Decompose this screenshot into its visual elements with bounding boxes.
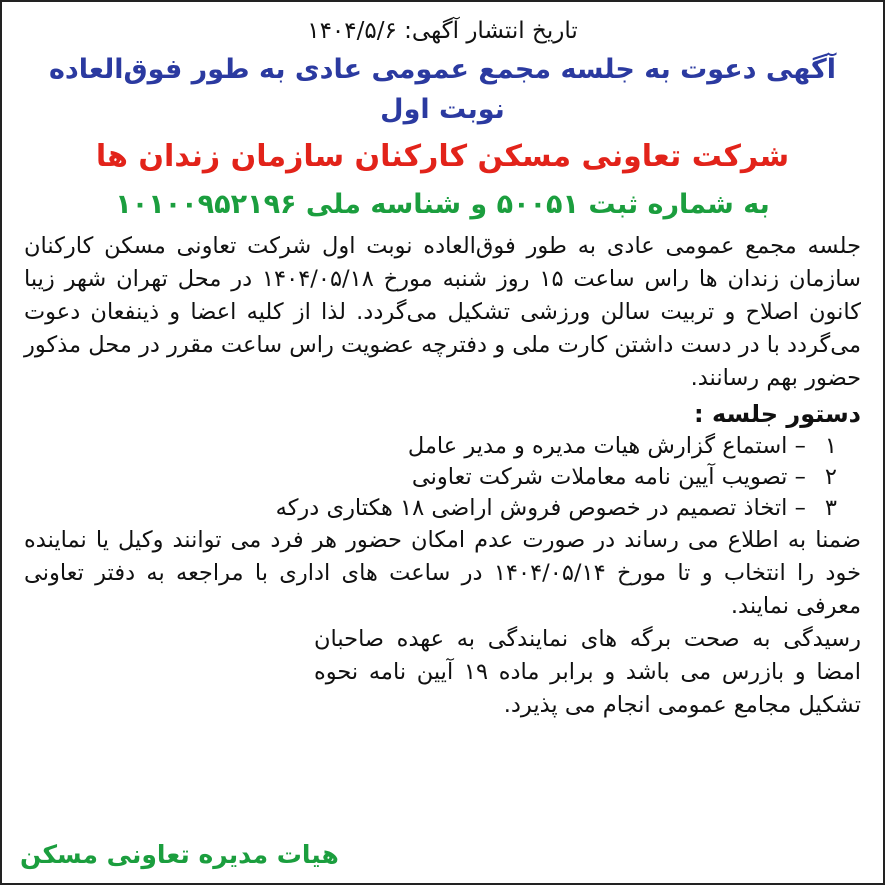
meeting-details-paragraph: جلسه مجمع عمومی عادی به طور فوق‌العاده نوبت اول شرکت تعاونی مسکن کارکنان سازمان زندان ها راس ساعت ۱۵ روز شنبه مورخ ۱۴۰۴/۰۵/۱۸ در محل تهران شهر زیبا کانون اصلاح و تربیت سالن ورزشی تشکیل می‌گردد. لذا از کلیه اعضا و ذینفعان دعوت می‌گردد با در دست داشتن کارت ملی و دفترچه عضویت راس ساعت مقرر در محل مذکور حضور بهم رسانند. (24, 233, 862, 391)
proxy-paragraph: ضمنا به اطلاع می رساند در صورت عدم امکان حضور هر فرد می توانند وکیل یا نماینده خود را انتخاب و تا مورخ ۱۴۰۴/۰۵/۱۴ در ساعت های اداری با مراجعه به دفتر تعاونی معرفی نمایند. (24, 527, 861, 619)
verification-paragraph: رسیدگی به صحت برگه های نمایندگی به عهده صاحبان امضا و بازرس می باشد و برابر ماده ۱۹ آیین نامه نحوه تشکیل مجامع عمومی انجام می پذیرد. (314, 626, 861, 718)
agenda-item-number: ۱ (824, 433, 837, 459)
agenda-list (24, 431, 861, 524)
agenda-item-text: – استماع گزارش هیات مدیره و مدیر عامل (407, 433, 806, 459)
agenda-item (24, 493, 861, 524)
agenda-item (24, 431, 861, 462)
publication-date: تاریخ انتشار آگهی: ۱۴۰۴/۵/۶ (307, 18, 578, 44)
registration-info: به شماره ثبت ۵۰۰۵۱ و شناسه ملی ۱۰۱۰۰۹۵۲۱۹۶ (115, 189, 770, 220)
board-signature: هیات مدیره تعاونی مسکن (20, 840, 339, 869)
agenda-item-text: – اتخاذ تصمیم در خصوص فروش اراضی ۱۸ هکتاری درکه (275, 495, 806, 521)
notice-title: آگهی دعوت به جلسه مجمع عمومی عادی به طور فوق‌العاده نوبت اول (48, 54, 837, 125)
agenda-heading: دستور جلسه : (694, 400, 861, 428)
company-name: شرکت تعاونی مسکن کارکنان سازمان زندان ها (95, 139, 790, 174)
agenda-item (24, 462, 861, 493)
agenda-item-text: – تصویب آیین نامه معاملات شرکت تعاونی (411, 464, 806, 490)
agenda-item-number: ۲ (824, 464, 837, 490)
agenda-item-number: ۳ (824, 495, 837, 521)
